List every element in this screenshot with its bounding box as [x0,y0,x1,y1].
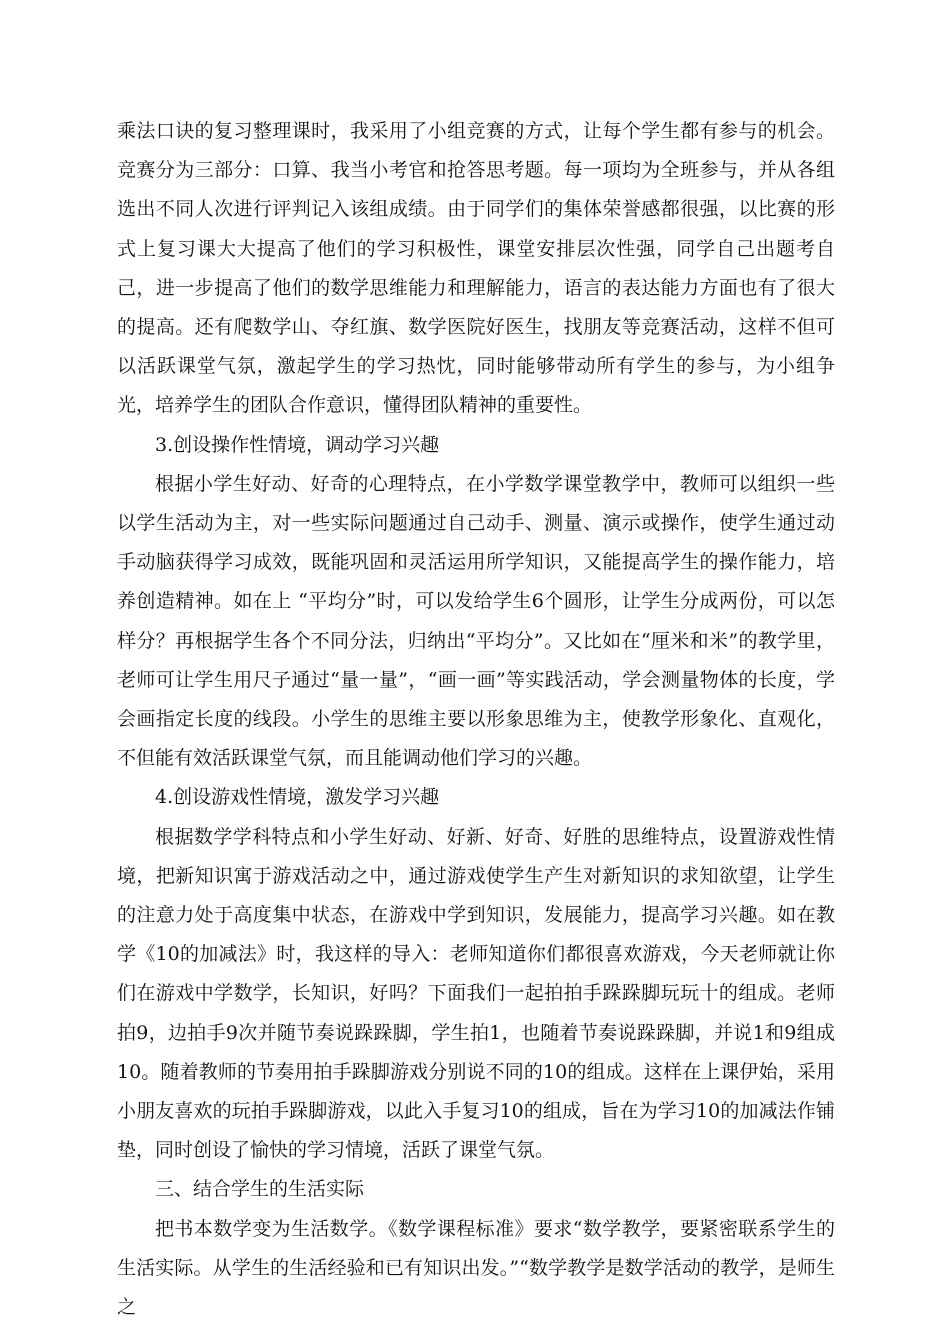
section-heading-game-situation: 4.创设游戏性情境，激发学习兴趣 [155,786,440,809]
section-heading-operational-situation: 3.创设操作性情境，调动学习兴趣 [155,433,440,456]
paragraph-student-life: 把书本数学变为生活数学。《数学课程标准》要求“数学教学，要紧密联系学生的生活实际。从学生的生活经验和已有知识出发。”“数学教学是数学活动的教学，是师生之 [117,1217,835,1319]
document-body [117,112,835,1327]
paragraph-competition-review: 乘法口诀的复习整理课时，我采用了小组竞赛的方式，让每个学生都有参与的机会。竞赛分为三部分：口算、我当小考官和抢答思考题。每一项均为全班参与，并从各组选出不同人次进行评判记入该组成绩。由于同学们的集体荣誉感都很强，以比赛的形式上复习课大大提高了他们的学习积极性，课堂安排层次性强，同学自己出题考自己，进一步提高了他们的数学思维能力和理解能力，语言的表达能力方面也有了很大的提高。还有爬数学山、夺红旗、数学医院好医生，找朋友等竞赛活动，这样不但可以活跃课堂气氛，激起学生的学习热忱，同时能够带动所有学生的参与，为小组争光，培养学生的团队合作意识，懂得团队精神的重要性。 [117,120,835,417]
paragraph-operational-situation: 根据小学生好动、好奇的心理特点，在小学数学课堂教学中，教师可以组织一些以学生活动为主，对一些实际问题通过自己动手、测量、演示或操作，使学生通过动手动脑获得学习成效，既能巩固和灵活运用所学知识，又能提高学生的操作能力，培养创造精神。如在上 “平均分”时，可以发给学生6个圆形，让学生分成两份，可以怎样分？再根据学生各个不同分法，归纳出“平均分”。又比如在“厘米和米”的教学里，老师可让学生用尺子通过“量一量”，“画一画”等实践活动，学会测量物体的长度，学会画指定长度的线段。小学生的思维主要以形象思维为主，使教学形象化、直观化，不但能有效活跃课堂气氛，而且能调动他们学习的兴趣。 [117,472,835,770]
paragraph-game-situation: 根据数学学科特点和小学生好动、好新、好奇、好胜的思维特点，设置游戏性情境，把新知识寓于游戏活动之中，通过游戏使学生产生对新知识的求知欲望，让学生的注意力处于高度集中状态，在游戏中学到知识，发展能力，提高学习兴趣。如在教学《10的加减法》时，我这样的导入：老师知道你们都很喜欢游戏，今天老师就让你们在游戏中学数学，长知识，好吗？下面我们一起拍拍手跺跺脚玩玩十的组成。老师拍9，边拍手9次并随节奏说跺跺脚，学生拍1，也随着节奏说跺跺脚，并说1和9组成10。随着教师的节奏用拍手跺脚游戏分别说不同的10的组成。这样在上课伊始，采用小朋友喜欢的玩拍手跺脚游戏，以此入手复习10的组成，旨在为学习10的加减法作铺垫，同时创设了愉快的学习情境，活跃了课堂气氛。 [117,825,835,1162]
section-heading-student-life: 三、结合学生的生活实际 [155,1178,365,1201]
